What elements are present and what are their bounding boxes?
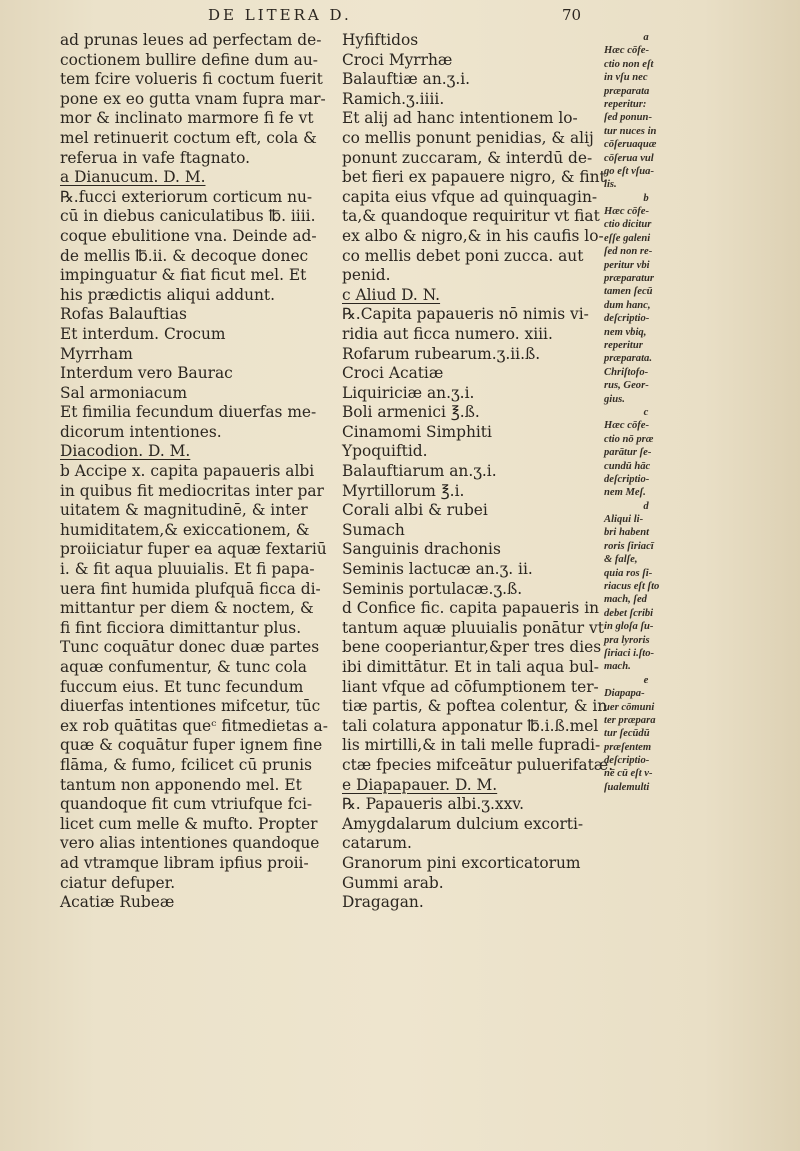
middle-column-line: penid. — [342, 266, 391, 285]
middle-column-line: Seminis lactucæ an.ʒ. ii. — [342, 560, 533, 579]
middle-column-line: co mellis ponunt penidias, & alij — [342, 128, 594, 147]
left-column-line: Tunc coquātur donec duæ partes — [60, 638, 320, 657]
left-column-line: quæ & coquātur fuper ignem fine — [60, 736, 323, 755]
margin-note-line: eſſe galeni — [604, 232, 651, 244]
margin-note-line: peritur vbi — [604, 259, 650, 271]
middle-column-line: Croci Acatiæ — [342, 364, 444, 383]
margin-note-line: ctio dicitur — [604, 219, 652, 231]
middle-column-line: Hyfiftidos — [342, 31, 419, 49]
margin-note-line: Hæc cōfe- — [604, 45, 649, 57]
left-column-line: b Accipe x. capita papaueris albi — [60, 462, 315, 481]
left-column-line: diuerfas intentiones mifcetur, tūc — [60, 697, 321, 716]
left-column-line: pone ex eo gutta vnam fupra mar- — [60, 89, 326, 108]
left-column-line: Interdum vero Baurac — [60, 364, 233, 383]
middle-column-line: Ypoquiftid. — [342, 442, 428, 461]
margin-note-line: nem vbiq, — [604, 326, 647, 338]
left-column-line: humiditatem,& exiccationem, & — [60, 520, 310, 539]
left-column-line: fuccum eius. Et tunc fecundum — [60, 677, 304, 696]
left-column-line: mittantur per diem & noctem, & — [60, 599, 314, 618]
left-column-line: uitatem & magnitudinē, & inter — [60, 501, 308, 520]
left-column-line: in quibus fit mediocritas inter par — [60, 481, 324, 500]
left-column-line: Sal armoniacum — [60, 383, 188, 402]
margin-note-line: præparata. — [604, 353, 652, 365]
margin-note-line: & falſe, — [604, 554, 638, 566]
margin-note-line: rus, Geor- — [604, 380, 649, 392]
left-column-line: ex rob quātitas queᶜ fitmedietas a- — [60, 716, 328, 735]
middle-column-line: Et alij ad hanc intentionem lo- — [342, 109, 578, 128]
left-column-line: Et interdum. Crocum — [60, 324, 226, 343]
left-column-line: coque ebulitione vna. Deinde ad- — [60, 226, 317, 245]
margin-note-line: cōſeruaquæ — [604, 139, 657, 151]
margin-note-line: Hæc cōfe- — [604, 420, 649, 432]
margin-note-line: Diapapa- — [604, 688, 645, 700]
margin-note-line: in gloſa ſu- — [604, 621, 654, 633]
margin-note-line: dum hanc, — [604, 299, 651, 311]
left-column-line: Diacodion. D. M. — [60, 442, 191, 461]
middle-column-line: Amygdalarum dulcium excorti- — [342, 814, 584, 833]
margin-note-line: in vſu nec — [604, 72, 648, 84]
left-column-line: fi fint ficciora dimittantur plus. — [60, 618, 302, 637]
margin-note-line: e — [643, 674, 649, 686]
margin-note-line: cundū hāc — [604, 460, 651, 472]
left-column-line: Et fimilia fecundum diuerfas me- — [60, 403, 317, 422]
left-column-line: impinguatur & fiat ficut mel. Et — [60, 266, 307, 285]
left-column-line: flāma, & fumo, fcilicet cū prunis — [60, 755, 313, 774]
margin-note-line: reperitur: — [604, 98, 647, 110]
page-header — [0, 6, 800, 26]
left-column-line: coctionem bullire define dum au- — [60, 50, 318, 69]
margin-note-line: deſcriptio- — [604, 755, 650, 767]
middle-column-line: co mellis debet poni zucca. aut — [342, 246, 584, 265]
running-title: DE LITERA D. — [208, 6, 352, 24]
margin-note-line: Chriſtofo- — [604, 366, 649, 378]
margin-note-line: gius. — [604, 393, 625, 405]
left-column-line: dicorum intentiones. — [60, 422, 222, 441]
margin-note-line: præparatur — [604, 273, 655, 285]
page-number: 70 — [562, 6, 582, 24]
left-column-line: quandoque fit cum vtriufque fci- — [60, 795, 313, 814]
margin-note-line: tamen ſecū — [604, 286, 653, 298]
margin-note-line: lis. — [604, 179, 617, 191]
middle-column-line: Liquiriciæ an.ʒ.i. — [342, 383, 475, 402]
margin-note-line: præparata — [604, 85, 650, 97]
middle-column-line: ta,& quandoque requiritur vt fiat — [342, 207, 600, 226]
middle-text-column — [342, 31, 614, 913]
margin-note-line: reperitur — [604, 339, 643, 351]
left-column-line: ad vtramque libram ipfius proii- — [60, 853, 309, 872]
middle-column-line: bene cooperiantur,&per tres dies — [342, 638, 602, 657]
left-column-line: Rofas Balauftias — [60, 305, 187, 324]
left-column-line: tantum non apponendo mel. Et — [60, 775, 302, 794]
middle-column-line: d Confice fic. capita papaueris in — [342, 599, 600, 618]
middle-column-line: Sumach — [342, 520, 405, 539]
middle-column-line: Dragagan. — [342, 893, 424, 912]
margin-note-line: ſed non re- — [604, 246, 653, 258]
margin-note-line: b — [643, 192, 649, 204]
left-column-line: aquæ confumentur, & tunc cola — [60, 658, 307, 676]
middle-column-line: Corali albi & rubei — [342, 501, 488, 520]
middle-column-line: e Diapapauer. D. M. — [342, 775, 498, 794]
left-column-line: tem fcire volueris fi coctum fuerit — [60, 70, 323, 89]
middle-column-line: liant vfque ad cōfumptionem ter- — [342, 677, 599, 696]
margin-note-line: c — [643, 406, 649, 418]
margin-note-line: Aliqui li- — [604, 514, 644, 526]
middle-column-line: Myrtillorum ℥.i. — [342, 481, 465, 500]
middle-column-line: tantum aquæ pluuialis ponātur vt — [342, 618, 604, 637]
left-column-line: mor & inclinato marmore fi fe vt — [60, 109, 314, 128]
margin-note-line: parātur ſe- — [604, 447, 652, 459]
margin-note-line: ſed ponun- — [604, 112, 652, 124]
middle-column-line: ex albo & nigro,& in his caufis lo- — [342, 226, 604, 245]
middle-column-line: Granorum pini excorticatorum — [342, 853, 581, 872]
margin-note-line: go eſt vſua- — [604, 165, 655, 177]
left-column-line: mel retinuerit coctum eft, cola & — [60, 128, 317, 147]
margin-note-line: ſiriaci i.ſto- — [604, 647, 655, 659]
margin-note-line: pra lyroris — [604, 634, 650, 646]
margin-note-line: roris ſiriacī — [604, 540, 654, 552]
left-column-line: uera fint humida plufquā ficca di- — [60, 579, 321, 598]
left-column-line: ad prunas leues ad perfectam de- — [60, 31, 322, 49]
middle-column-line: bet fieri ex papauere nigro, & fint — [342, 168, 606, 187]
middle-column-line: ponunt zuccaram, & interdū de- — [342, 148, 593, 167]
left-column-line: ciatur defuper. — [60, 873, 176, 892]
left-column-line: a Dianucum. D. M. — [60, 168, 206, 187]
middle-column-line: Gummi arab. — [342, 873, 444, 892]
margin-note-line: tur ſecūdū — [604, 728, 650, 740]
left-column-line: proiiciatur fuper ea aquæ fextariū — [60, 540, 327, 559]
margin-note-line: riacus eſt ſto — [604, 581, 660, 593]
middle-column-line: Rofarum rubearum.ʒ.ii.ß. — [342, 344, 541, 363]
middle-column-line: Seminis portulacæ.ʒ.ß. — [342, 579, 523, 598]
middle-column-line: lis mirtilli,& in tali melle fupradi- — [342, 736, 601, 755]
left-column-line: Myrrham — [60, 344, 133, 363]
left-column-line: licet cum melle & mufto. Propter — [60, 814, 318, 833]
middle-column-line: Sanguinis drachonis — [342, 540, 501, 559]
margin-notes-column — [604, 31, 688, 794]
margin-note-line: ter præpara — [604, 714, 656, 726]
margin-note-line: cōſerua vul — [604, 152, 654, 164]
margin-note-line: a — [643, 32, 649, 43]
left-column-line: i. & fit aqua pluuialis. Et fi papa- — [60, 560, 315, 579]
middle-column-line: ctæ fpecies mifceātur puluerifatæ. — [342, 755, 614, 774]
margin-note-line: quia ros ſi- — [604, 567, 653, 579]
middle-column-line: c Aliud D. N. — [342, 285, 441, 304]
middle-column-line: ibi dimittātur. Et in tali aqua bul- — [342, 658, 600, 676]
margin-note-line: deſcriptio- — [604, 313, 650, 325]
middle-column-line: Ramich.ʒ.iiii. — [342, 89, 445, 108]
middle-column-line: Balauftiæ an.ʒ.i. — [342, 70, 471, 89]
middle-column-line: ℞. Papaueris albi.ʒ.xxv. — [342, 795, 525, 814]
left-column-line: referua in vafe ftagnato. — [60, 148, 250, 167]
margin-note-line: d — [643, 500, 649, 512]
margin-note-line: bri habent — [604, 527, 650, 539]
middle-column-line: Boli armenici ℥.ß. — [342, 403, 480, 422]
middle-column-line: Croci Myrrhæ — [342, 50, 453, 69]
margin-note-line: debet ſcribi — [604, 607, 654, 619]
margin-note-line: ſualemulti — [604, 781, 650, 793]
middle-column-line: ℞.Capita papaueris nō nimis vi- — [342, 305, 589, 324]
middle-column-line: Balauftiarum an.ʒ.i. — [342, 462, 497, 481]
middle-column-line: ridia aut ficca numero. xiii. — [342, 324, 553, 343]
middle-column-line: capita eius vfque ad quinquagin- — [342, 187, 598, 206]
middle-column-line: tali colatura apponatur ℔.i.ß.mel — [342, 716, 599, 735]
margin-note-line: Hæc cōfe- — [604, 206, 649, 218]
middle-column-line: tiæ partis, & poftea colentur, & in — [342, 697, 608, 716]
left-column-line: cū in diebus caniculatibus ℔. iiii. — [60, 207, 316, 226]
margin-note-line: nem Meſ. — [604, 487, 646, 499]
left-column-line: his prædictis aliqui addunt. — [60, 285, 275, 304]
left-column-line: ℞.fucci exteriorum corticum nu- — [60, 187, 313, 206]
margin-note-line: ctio nō præ — [604, 433, 654, 445]
left-column-line: vero alias intentiones quandoque — [60, 834, 320, 853]
margin-note-line: tur nuces in — [604, 125, 657, 137]
margin-note-line: præſentem — [604, 741, 652, 753]
margin-note-line: nē cū eſt v- — [604, 768, 653, 780]
middle-column-line: catarum. — [342, 834, 412, 853]
margin-note-line: uer cōmuni — [604, 701, 655, 713]
margin-note-line: ctio non eſt — [604, 58, 654, 70]
left-column-line: Acatiæ Rubeæ — [60, 893, 175, 912]
margin-note-line: deſcriptio- — [604, 473, 650, 485]
margin-note-line: mach, ſed — [604, 594, 647, 606]
left-column-line: de mellis ℔.ii. & decoque donec — [60, 246, 309, 265]
left-text-column — [60, 31, 342, 913]
middle-column-line: Cinamomi Simphiti — [342, 422, 492, 441]
margin-note-line: mach. — [604, 661, 631, 673]
